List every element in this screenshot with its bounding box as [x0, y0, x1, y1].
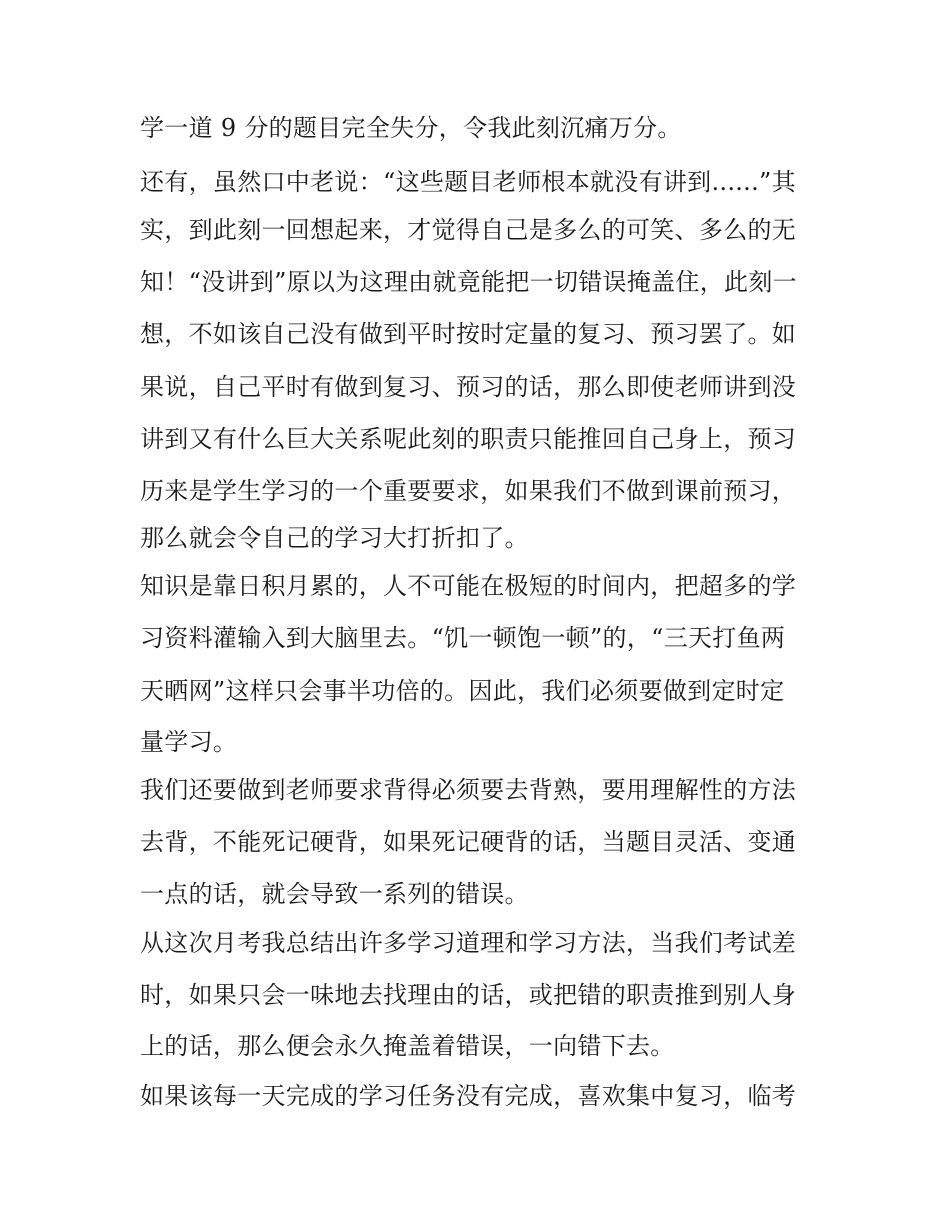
text-line: 果说，自己平时有做到复习、预习的话，那么即使老师讲到没: [140, 373, 797, 401]
text-line: 如果该每一天完成的学习任务没有完成，喜欢集中复习，临考: [140, 1082, 797, 1110]
text-line: 知！“没讲到”原以为这理由就竟能把一切错误掩盖住，此刻一: [140, 268, 797, 296]
text-line: 我们还要做到老师要求背得必须要去背熟，要用理解性的方法: [140, 776, 797, 804]
text-line: 时，如果只会一味地去找理由的话，或把错的职责推到别人身: [140, 981, 797, 1009]
text-line: 历来是学生学习的一个重要要求，如果我们不做到课前预习，: [140, 477, 797, 505]
text-line: 习资料灌输入到大脑里去。“饥一顿饱一顿”的，“三天打鱼两: [140, 624, 786, 652]
text-line: 去背，不能死记硬背，如果死记硬背的话，当题目灵活、变通: [140, 828, 797, 856]
text-line: 讲到又有什么巨大关系呢此刻的职责只能推回自己身上，预习: [140, 425, 797, 453]
text-line: 想，不如该自己没有做到平时按时定量的复习、预习罢了。如: [140, 320, 797, 348]
text-line: 实，到此刻一回想起来，才觉得自己是多么的可笑、多么的无: [140, 216, 797, 244]
text-line: 还有，虽然口中老说：“这些题目老师根本就没有讲到......”其: [140, 168, 796, 196]
text-line: 一点的话，就会导致一系列的错误。: [140, 880, 529, 908]
text-line: 上的话，那么便会永久掩盖着错误，一向错下去。: [140, 1032, 675, 1060]
text-line: 学一道 9 分的题目完全失分，令我此刻沉痛万分。: [140, 114, 682, 142]
text-line: 从这次月考我总结出许多学习道理和学习方法，当我们考试差: [140, 929, 797, 957]
text-line: 那么就会令自己的学习大打折扣了。: [140, 524, 529, 552]
text-line: 量学习。: [140, 728, 238, 756]
text-line: 天晒网”这样只会事半功倍的。因此，我们必须要做到定时定: [140, 677, 785, 705]
text-line: 知识是靠日积月累的，人不可能在极短的时间内，把超多的学: [140, 572, 797, 600]
